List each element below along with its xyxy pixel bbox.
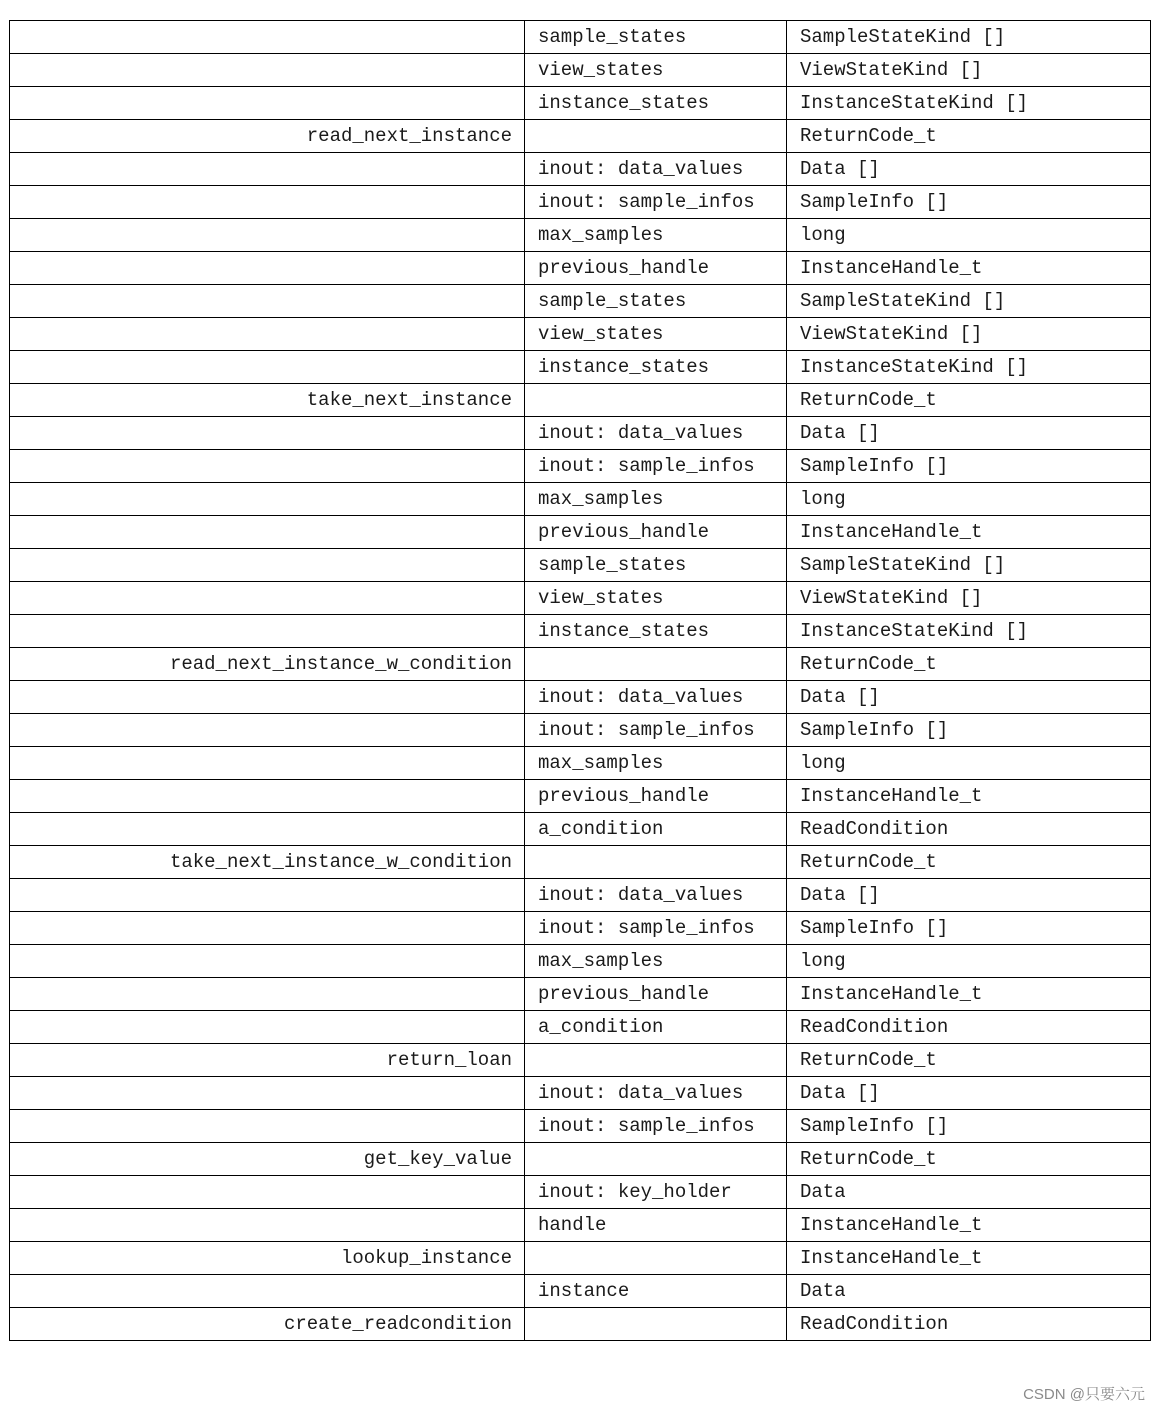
table-row — [10, 516, 1151, 549]
table-row — [10, 747, 1151, 780]
type-cell: Data [] — [787, 1077, 1151, 1110]
table-row — [10, 714, 1151, 747]
operation-name-cell — [10, 582, 525, 615]
parameter-name-cell: inout: sample_infos — [525, 714, 787, 747]
type-cell: ReturnCode_t — [787, 120, 1151, 153]
table-row — [10, 879, 1151, 912]
operation-name-cell — [10, 318, 525, 351]
operation-name-cell — [10, 516, 525, 549]
parameter-name-cell: inout: sample_infos — [525, 186, 787, 219]
operation-name-cell: take_next_instance — [10, 384, 525, 417]
operation-name-cell — [10, 549, 525, 582]
operation-name-cell — [10, 1275, 525, 1308]
operation-name-cell — [10, 450, 525, 483]
parameter-name-cell: sample_states — [525, 285, 787, 318]
parameter-name-cell: inout: key_holder — [525, 1176, 787, 1209]
table-row — [10, 1176, 1151, 1209]
operation-name-cell — [10, 1011, 525, 1044]
type-cell: ReturnCode_t — [787, 846, 1151, 879]
operation-name-cell — [10, 615, 525, 648]
parameter-name-cell: inout: sample_infos — [525, 450, 787, 483]
table-row — [10, 1275, 1151, 1308]
parameter-name-cell: view_states — [525, 54, 787, 87]
parameter-name-cell: max_samples — [525, 747, 787, 780]
type-cell: InstanceStateKind [] — [787, 615, 1151, 648]
type-cell: ReturnCode_t — [787, 1044, 1151, 1077]
table-row — [10, 318, 1151, 351]
type-cell: SampleInfo [] — [787, 912, 1151, 945]
parameter-name-cell: max_samples — [525, 945, 787, 978]
type-cell: InstanceHandle_t — [787, 1209, 1151, 1242]
operation-name-cell — [10, 417, 525, 450]
type-cell: ReturnCode_t — [787, 1143, 1151, 1176]
type-cell: SampleStateKind [] — [787, 549, 1151, 582]
operation-name-cell — [10, 780, 525, 813]
type-cell: Data [] — [787, 153, 1151, 186]
parameter-name-cell — [525, 384, 787, 417]
table-row — [10, 120, 1151, 153]
operation-name-cell — [10, 912, 525, 945]
type-cell: ViewStateKind [] — [787, 582, 1151, 615]
operation-name-cell — [10, 1176, 525, 1209]
operation-name-cell — [10, 714, 525, 747]
table-row — [10, 681, 1151, 714]
type-cell: SampleInfo [] — [787, 1110, 1151, 1143]
operation-name-cell — [10, 879, 525, 912]
table-row — [10, 153, 1151, 186]
parameter-name-cell: instance_states — [525, 615, 787, 648]
table-row — [10, 351, 1151, 384]
type-cell: InstanceStateKind [] — [787, 87, 1151, 120]
table-row — [10, 1110, 1151, 1143]
type-cell: InstanceHandle_t — [787, 780, 1151, 813]
table-row — [10, 87, 1151, 120]
operation-name-cell — [10, 1110, 525, 1143]
parameter-name-cell: previous_handle — [525, 978, 787, 1011]
table-row — [10, 912, 1151, 945]
parameter-name-cell: max_samples — [525, 219, 787, 252]
operation-name-cell — [10, 978, 525, 1011]
type-cell: Data [] — [787, 417, 1151, 450]
table-row — [10, 1308, 1151, 1341]
parameter-name-cell: previous_handle — [525, 252, 787, 285]
operation-name-cell: lookup_instance — [10, 1242, 525, 1275]
type-cell: ViewStateKind [] — [787, 54, 1151, 87]
type-cell: long — [787, 483, 1151, 516]
type-cell: SampleStateKind [] — [787, 21, 1151, 54]
table-row — [10, 615, 1151, 648]
operation-name-cell: read_next_instance_w_condition — [10, 648, 525, 681]
table-row — [10, 186, 1151, 219]
parameter-name-cell: inout: data_values — [525, 153, 787, 186]
table-row — [10, 1143, 1151, 1176]
operation-name-cell — [10, 252, 525, 285]
parameter-name-cell — [525, 1143, 787, 1176]
type-cell: long — [787, 747, 1151, 780]
type-cell: SampleInfo [] — [787, 450, 1151, 483]
parameter-name-cell: instance_states — [525, 351, 787, 384]
parameter-name-cell: a_condition — [525, 1011, 787, 1044]
type-cell: long — [787, 219, 1151, 252]
operation-name-cell — [10, 186, 525, 219]
table-row — [10, 483, 1151, 516]
parameter-name-cell — [525, 1308, 787, 1341]
operation-name-cell: return_loan — [10, 1044, 525, 1077]
type-cell: ReadCondition — [787, 1308, 1151, 1341]
operation-name-cell — [10, 21, 525, 54]
table-row — [10, 252, 1151, 285]
table-row — [10, 780, 1151, 813]
operations-table-body — [10, 21, 1151, 1341]
parameter-name-cell: inout: sample_infos — [525, 1110, 787, 1143]
parameter-name-cell — [525, 1242, 787, 1275]
type-cell: ReturnCode_t — [787, 384, 1151, 417]
type-cell: InstanceHandle_t — [787, 1242, 1151, 1275]
table-row — [10, 384, 1151, 417]
parameter-name-cell: inout: data_values — [525, 681, 787, 714]
operation-name-cell — [10, 54, 525, 87]
type-cell: Data [] — [787, 681, 1151, 714]
type-cell: SampleStateKind [] — [787, 285, 1151, 318]
table-row — [10, 1209, 1151, 1242]
operation-name-cell — [10, 483, 525, 516]
type-cell: InstanceHandle_t — [787, 978, 1151, 1011]
table-row — [10, 549, 1151, 582]
parameter-name-cell: previous_handle — [525, 516, 787, 549]
operation-name-cell — [10, 1077, 525, 1110]
operation-name-cell — [10, 87, 525, 120]
type-cell: InstanceStateKind [] — [787, 351, 1151, 384]
type-cell: SampleInfo [] — [787, 714, 1151, 747]
parameter-name-cell: previous_handle — [525, 780, 787, 813]
parameter-name-cell: view_states — [525, 582, 787, 615]
parameter-name-cell: instance — [525, 1275, 787, 1308]
type-cell: InstanceHandle_t — [787, 516, 1151, 549]
type-cell: long — [787, 945, 1151, 978]
table-row — [10, 945, 1151, 978]
operation-name-cell: read_next_instance — [10, 120, 525, 153]
operation-name-cell: get_key_value — [10, 1143, 525, 1176]
type-cell: InstanceHandle_t — [787, 252, 1151, 285]
parameter-name-cell: view_states — [525, 318, 787, 351]
operation-name-cell — [10, 681, 525, 714]
parameter-name-cell: inout: sample_infos — [525, 912, 787, 945]
operation-name-cell: take_next_instance_w_condition — [10, 846, 525, 879]
table-row — [10, 54, 1151, 87]
table-row — [10, 582, 1151, 615]
type-cell: Data [] — [787, 879, 1151, 912]
parameter-name-cell: a_condition — [525, 813, 787, 846]
table-row — [10, 813, 1151, 846]
operation-name-cell — [10, 153, 525, 186]
parameter-name-cell: sample_states — [525, 549, 787, 582]
table-row — [10, 1077, 1151, 1110]
parameter-name-cell: inout: data_values — [525, 879, 787, 912]
table-row — [10, 21, 1151, 54]
table-row — [10, 285, 1151, 318]
operation-name-cell — [10, 219, 525, 252]
table-row — [10, 846, 1151, 879]
parameter-name-cell — [525, 648, 787, 681]
operation-name-cell — [10, 1209, 525, 1242]
table-row — [10, 648, 1151, 681]
operation-name-cell — [10, 945, 525, 978]
table-row — [10, 1242, 1151, 1275]
operation-name-cell — [10, 747, 525, 780]
operation-name-cell — [10, 351, 525, 384]
table-row — [10, 1011, 1151, 1044]
operations-table — [9, 20, 1151, 1341]
type-cell: Data — [787, 1176, 1151, 1209]
type-cell: ViewStateKind [] — [787, 318, 1151, 351]
type-cell: ReadCondition — [787, 1011, 1151, 1044]
parameter-name-cell: sample_states — [525, 21, 787, 54]
parameter-name-cell: instance_states — [525, 87, 787, 120]
type-cell: ReadCondition — [787, 813, 1151, 846]
watermark: CSDN @只要六元 — [1023, 1386, 1145, 1403]
operation-name-cell: create_readcondition — [10, 1308, 525, 1341]
table-row — [10, 450, 1151, 483]
parameter-name-cell: max_samples — [525, 483, 787, 516]
parameter-name-cell: inout: data_values — [525, 417, 787, 450]
operation-name-cell — [10, 813, 525, 846]
parameter-name-cell — [525, 120, 787, 153]
operation-name-cell — [10, 285, 525, 318]
type-cell: Data — [787, 1275, 1151, 1308]
table-row — [10, 1044, 1151, 1077]
table-row — [10, 219, 1151, 252]
parameter-name-cell: inout: data_values — [525, 1077, 787, 1110]
type-cell: SampleInfo [] — [787, 186, 1151, 219]
table-row — [10, 417, 1151, 450]
table-row — [10, 978, 1151, 1011]
type-cell: ReturnCode_t — [787, 648, 1151, 681]
parameter-name-cell: handle — [525, 1209, 787, 1242]
parameter-name-cell — [525, 1044, 787, 1077]
parameter-name-cell — [525, 846, 787, 879]
